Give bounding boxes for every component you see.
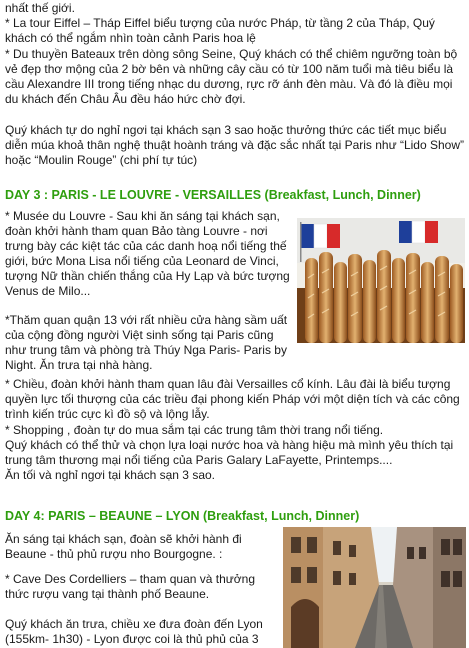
shopping-paragraph: * Shopping , đoàn tự do mua sắm tại các trung tâm thời trang nổi tiếng.: [5, 423, 384, 437]
lyon-paragraph: Quý khách ăn trưa, chiều xe đưa đoàn đến Lyon (155km- 1h30) - Lyon được coi là thủ phủ của 3: [5, 617, 263, 646]
baguette-photo: [297, 218, 465, 343]
lyon-street-photo: [283, 527, 466, 648]
louvre-paragraph: * Musée du Louvre - Sau khi ăn sáng tại khách sạn, đoàn khởi hành tham quan Bảo tàng Louvre - nơi trưng bày các kiệt tác của các danh hoạ nổi tiếng thế giới, bức Mona Lisa nổi tiếng của Leonard de Vinci, tượng Nữ thần chiến thắng của Hy Lạp và bức tượng Venus de Milo...: [5, 209, 290, 298]
bateaux-paragraph: * Du thuyền Bateaux trên dòng sông Seine, Quý khách có thể chiêm ngưỡng toàn bộ vẻ đẹp thơ mộng của 2 bờ bên và những cây cầu có từ 100 năm tuổi mà tiêu biểu là cầu Alexandre III trong tiếng nhạc du dương, rực rỡ ánh đèn màu. Và đó là điều mọi du khách đến Châu Âu đều háo hức chờ đợi.: [5, 47, 458, 106]
district13-paragraph: *Thăm quan quận 13 với rất nhiều cửa hàng sầm uất của cộng đồng người Việt sinh sống tại Paris cũng như trung tâm và phòng trà Thúy Nga Paris- Paris by Night. Ăn trưa tại nhà hàng.: [5, 313, 288, 372]
rest-paragraph: Quý khách tự do nghỉ ngơi tại khách sạn 3 sao hoặc thưởng thức các tiết mục biểu diễn múa khoả thân nghệ thuật hoành tráng và đặc sắc nhất tại Paris như “Lido Show” hoặc “Moulin Rouge” (chi phí tự túc): [5, 123, 464, 167]
lafayette-paragraph: Quý khách có thể thử và chọn lựa loại nước hoa và hàng hiệu mà mình yêu thích tại trung tâm thương mại nổi tiếng của Paris Galary LaFayette, Printemps....: [5, 438, 454, 467]
day3-heading: DAY 3 : PARIS - LE LOUVRE - VERSAILLES (Breakfast, Lunch, Dinner): [5, 188, 421, 202]
beaune-paragraph: Ăn sáng tại khách sạn, đoàn sẽ khởi hành đi Beaune - thủ phủ rượu nho Bourgogne. :: [5, 532, 242, 561]
day4-heading: DAY 4: PARIS – BEAUNE – LYON (Breakfast, Lunch, Dinner): [5, 509, 360, 523]
dinner-paragraph: Ăn tối và nghỉ ngơi tại khách sạn 3 sao.: [5, 468, 215, 482]
eiffel-paragraph: * La tour Eiffel – Tháp Eiffel biểu tượng của nước Pháp, từ tầng 2 của Tháp, Quý khách có thể ngắm nhìn toàn cảnh Paris hoa lệ: [5, 16, 435, 45]
intro-line: nhất thế giới.: [5, 1, 75, 15]
cordeliers-paragraph: * Cave Des Cordelliers – tham quan và thưởng thức rượu vang tại thành phố Beaune.: [5, 572, 256, 601]
flag-right-icon: [399, 221, 438, 243]
versailles-paragraph: * Chiều, đoàn khởi hành tham quan lâu đài Versailles cổ kính. Lâu đài là biểu tượng quyền lực tối thượng của các triều đại phong kiến Pháp với một diện tích và các công trình kiến trúc cực kì đồ sộ và lộng lẫy.: [5, 377, 460, 421]
